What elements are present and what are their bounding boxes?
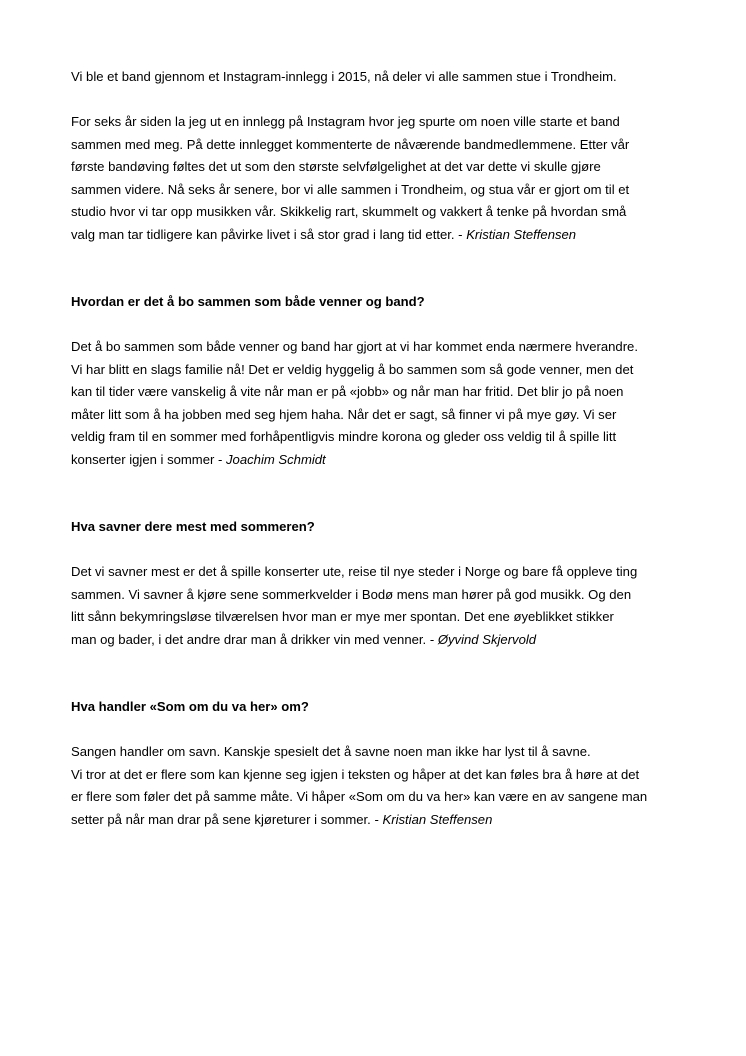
text-line: litt sånn bekymringsløse tilværelsen hvor man er mye mer spontan. Det ene øyeblikket stikker: [71, 609, 614, 624]
text-line: Det vi savner mest er det å spille konserter ute, reise til nye steder i Norge og bare få oppleve ting: [71, 564, 638, 579]
author-name: Kristian Steffensen: [382, 811, 493, 827]
section-paragraph: [71, 561, 711, 651]
author-name: Joachim Schmidt: [226, 451, 326, 467]
text-line: For seks år siden la jeg ut en innlegg på Instagram hvor jeg spurte om noen ville starte et band: [71, 114, 620, 129]
text-line: sammen videre. Nå seks år senere, bor vi alle sammen i Trondheim, og stua vår er gjort om til et: [71, 181, 630, 197]
text-line: [71, 224, 711, 247]
spacer: [71, 719, 711, 742]
text-line: veldig fram til en sommer med forhåpentligvis mindre korona og gleder oss veldig til å spille litt: [71, 429, 617, 444]
text-line: Det å bo sammen som både venner og band har gjort at vi har kommet enda nærmere hverandre.: [71, 339, 638, 354]
document-page: [71, 66, 711, 831]
text-line: [71, 809, 711, 832]
text-line: Sangen handler om savn. Kanskje spesielt det å savne noen man ikke har lyst til å savne.: [71, 744, 591, 759]
text-line: er flere som føler det på samme måte. Vi håper «Som om du va her» kan være en av sangene man: [71, 789, 648, 804]
intro-lead: Vi ble et band gjennom et Instagram-innlegg i 2015, nå deler vi alle sammen stue i Trondheim.: [71, 69, 617, 84]
section-heading: Hva savner dere mest med sommeren?: [71, 519, 315, 534]
text-line: Vi tror at det er flere som kan kjenne seg igjen i teksten og håper at det kan føles bra å høre at det: [71, 766, 640, 782]
text-line: sammen med meg. På dette innlegget kommenterte de nåværende bandmedlemmene. Etter vår: [71, 136, 630, 152]
spacer: [71, 246, 711, 291]
text-line: sammen. Vi savner å kjøre sene sommerkvelder i Bodø mens man hører på god musikk. Og den: [71, 586, 632, 602]
text-line: første bandøving føltes det ut som den største selvfølgelighet at det var dette vi skulle gjøre: [71, 159, 601, 174]
spacer: [71, 471, 711, 516]
spacer: [71, 651, 711, 696]
text-fragment: valg man tar tidligere kan påvirke livet i så stor grad i lang tid etter. -: [71, 226, 467, 242]
spacer: [71, 89, 711, 112]
spacer: [71, 314, 711, 337]
section-heading: Hvordan er det å bo sammen som både venner og band?: [71, 294, 425, 309]
intro-paragraph: [71, 111, 711, 246]
text-line: studio hvor vi tar opp musikken vår. Skikkelig rart, skummelt og vakkert å tenke på hvordan små: [71, 204, 627, 219]
text-fragment: konserter igjen i sommer -: [71, 451, 226, 467]
author-name: Kristian Steffensen: [466, 226, 577, 242]
text-line: [71, 629, 711, 652]
text-fragment: man og bader, i det andre drar man å drikker vin med venner. -: [71, 631, 438, 647]
spacer: [71, 539, 711, 562]
section-paragraph: [71, 336, 711, 471]
text-line: kan til tider være vanskelig å vite når man er på «jobb» og når man har fritid. Det blir jo på noen: [71, 384, 624, 399]
text-fragment: setter på når man drar på sene kjøreturer i sommer. -: [71, 811, 383, 827]
text-line: Vi har blitt en slags familie nå! Det er veldig hyggelig å bo sammen som så gode venner, men det: [71, 361, 634, 377]
section-paragraph: [71, 741, 711, 831]
section-heading: Hva handler «Som om du va her» om?: [71, 699, 309, 714]
text-line: [71, 449, 711, 472]
text-line: måter litt som å ha jobben med seg hjem haha. Når det er sagt, så finner vi på mye gøy. Vi ser: [71, 406, 617, 422]
author-name: Øyvind Skjervold: [437, 631, 537, 647]
